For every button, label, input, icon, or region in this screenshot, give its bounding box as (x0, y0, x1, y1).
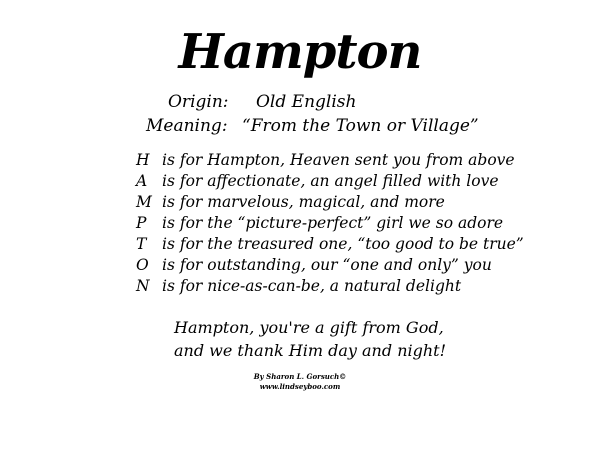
website-credit: www.lindseyboo.com (259, 382, 341, 391)
closing-line-2: and we thank Him day and night! (174, 341, 447, 360)
acrostic-letter: M (136, 193, 152, 211)
acrostic-letter: A (136, 172, 148, 190)
acrostic-text: is for affectionate, an angel filled with love (162, 172, 499, 190)
acrostic-line (136, 192, 556, 213)
acrostic-line (136, 276, 556, 297)
credits (0, 372, 600, 392)
acrostic-text: is for outstanding, our “one and only” you (162, 256, 492, 274)
acrostic-line (136, 171, 556, 192)
acrostic-letter: T (136, 235, 147, 253)
author-credit: By Sharon L. Gorsuch© (253, 372, 347, 381)
acrostic-text: is for Hampton, Heaven sent you from above (162, 151, 515, 169)
origin-label: Origin: (168, 92, 229, 112)
acrostic-text: is for marvelous, magical, and more (162, 193, 445, 211)
acrostic-text: is for nice-as-can-be, a natural delight (162, 277, 462, 295)
meaning-label: Meaning: (146, 116, 228, 136)
origin-row (0, 92, 600, 116)
acrostic-letter: H (136, 151, 150, 169)
acrostic-letter: P (136, 214, 147, 232)
acrostic-line (136, 150, 556, 171)
page-title: Hampton (178, 24, 422, 80)
closing-line-1: Hampton, you're a gift from God, (174, 318, 444, 337)
closing-verse (174, 316, 446, 362)
acrostic-letter: N (136, 277, 150, 295)
acrostic-line (136, 255, 556, 276)
acrostic-text: is for the treasured one, “too good to be true” (162, 235, 524, 253)
acrostic-letter: O (136, 256, 149, 274)
origin-value: Old English (256, 92, 357, 112)
acrostic-line (136, 234, 556, 255)
acrostic-poem (136, 150, 556, 297)
acrostic-line (136, 213, 556, 234)
meaning-value: “From the Town or Village” (242, 116, 479, 136)
acrostic-text: is for the “picture-perfect” girl we so adore (162, 214, 504, 232)
meaning-row (0, 116, 600, 140)
